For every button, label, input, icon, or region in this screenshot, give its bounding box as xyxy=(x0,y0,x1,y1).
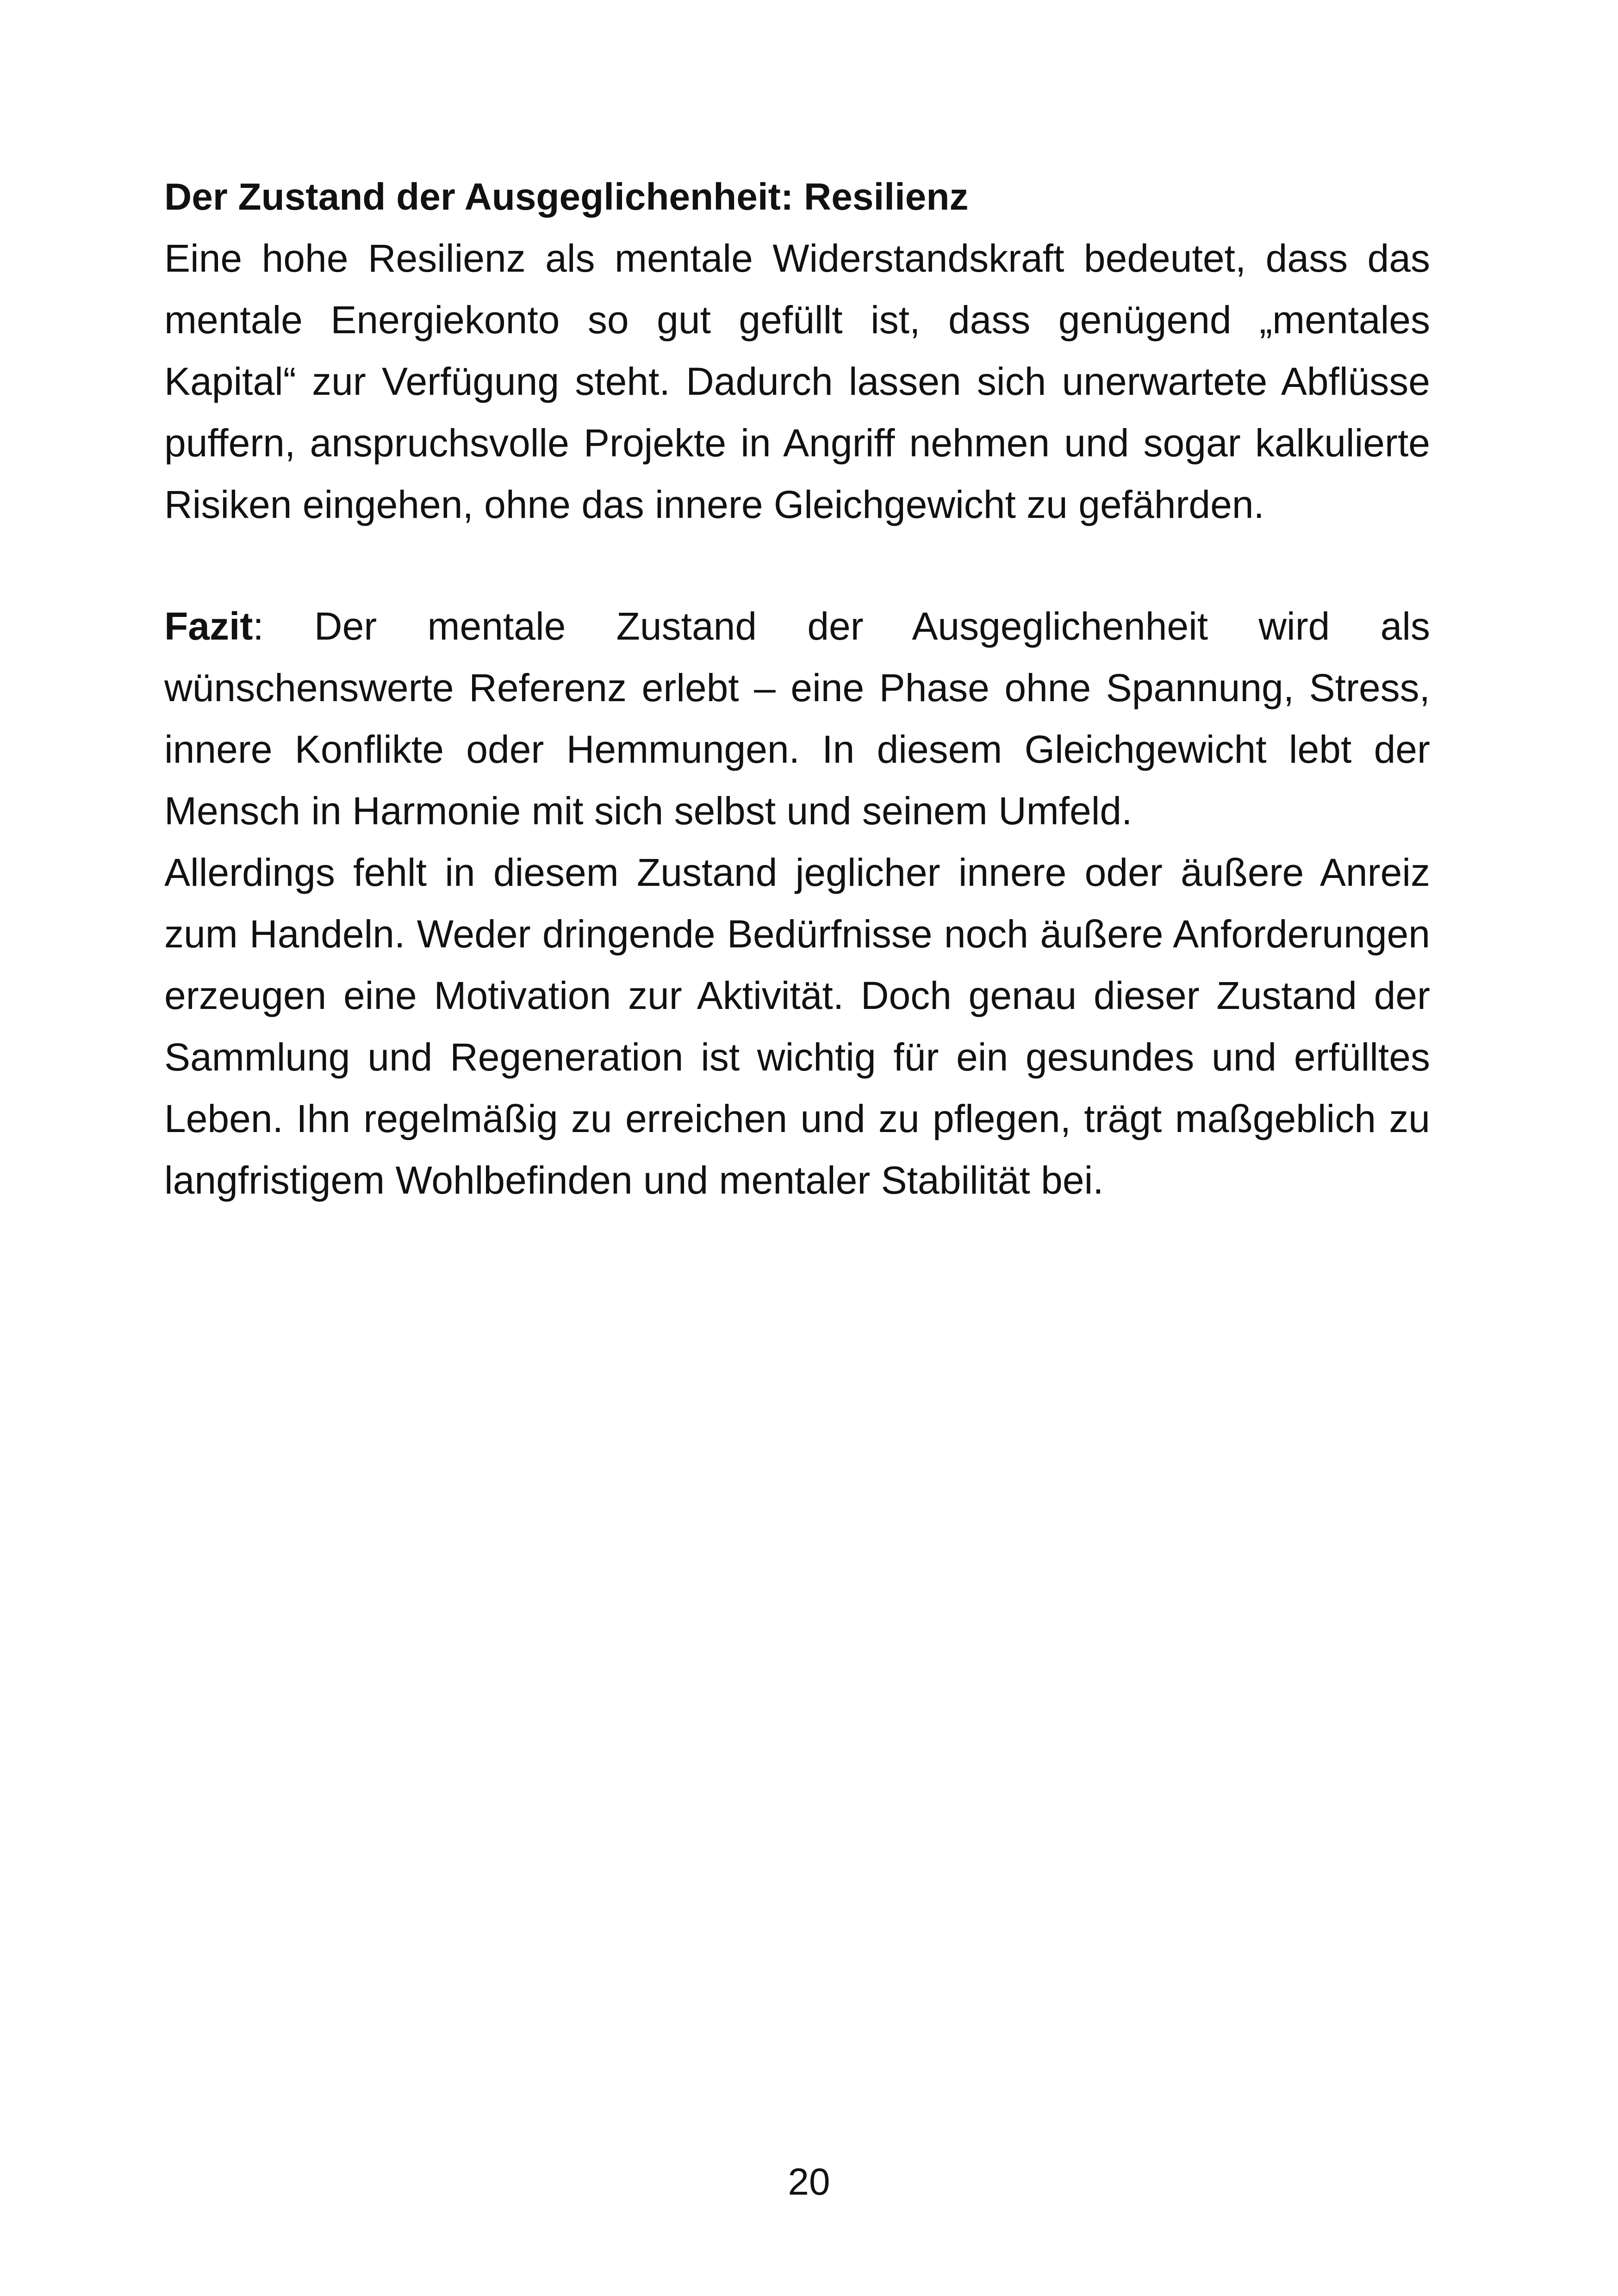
conclusion-label-colon: : xyxy=(253,604,314,648)
conclusion-text: Der mentale Zustand der Ausgeglichenheit wird als wünschenswerte Referenz erlebt – eine Phase ohne Spannung, Stress, innere Konflikte oder Hemmungen. In diesem Gleichgewicht lebt der Mensch in Harmonie mit sich selbst und seinem Umfeld. xyxy=(164,604,1430,833)
conclusion-paragraph xyxy=(164,596,1430,842)
conclusion-label: Fazit xyxy=(164,604,253,648)
page-number: 20 xyxy=(788,2161,830,2203)
section-heading: Der Zustand der Ausgeglichenheit: Resilienz xyxy=(164,176,969,218)
motivation-paragraph: Allerdings fehlt in diesem Zustand jeglicher innere oder äußere Anreiz zum Handeln. Weder dringende Bedürfnisse noch äußere Anforderungen erzeugen eine Motivation zur Aktivität. Doch genau dieser Zustand der Sammlung und Regeneration ist wichtig für ein gesundes und erfülltes Leben. Ihn regelmäßig zu erreichen und zu pflegen, trägt maßgeblich zu langfristigem Wohlbefinden und mentaler Stabilität bei. xyxy=(164,851,1430,1202)
paragraph-gap xyxy=(164,535,1430,596)
resilience-paragraph: Eine hohe Resilienz als mentale Widerstandskraft bedeutet, dass das mentale Energiekonto so gut gefüllt ist, dass genügend „mentales Kapital“ zur Verfügung steht. Dadurch lassen sich unerwartete Abflüsse puffern, anspruchsvolle Projekte in Angriff nehmen und sogar kalkulierte Risiken eingehen, ohne das innere Gleichgewicht zu gefährden. xyxy=(164,236,1430,526)
page-content xyxy=(164,167,1430,1211)
